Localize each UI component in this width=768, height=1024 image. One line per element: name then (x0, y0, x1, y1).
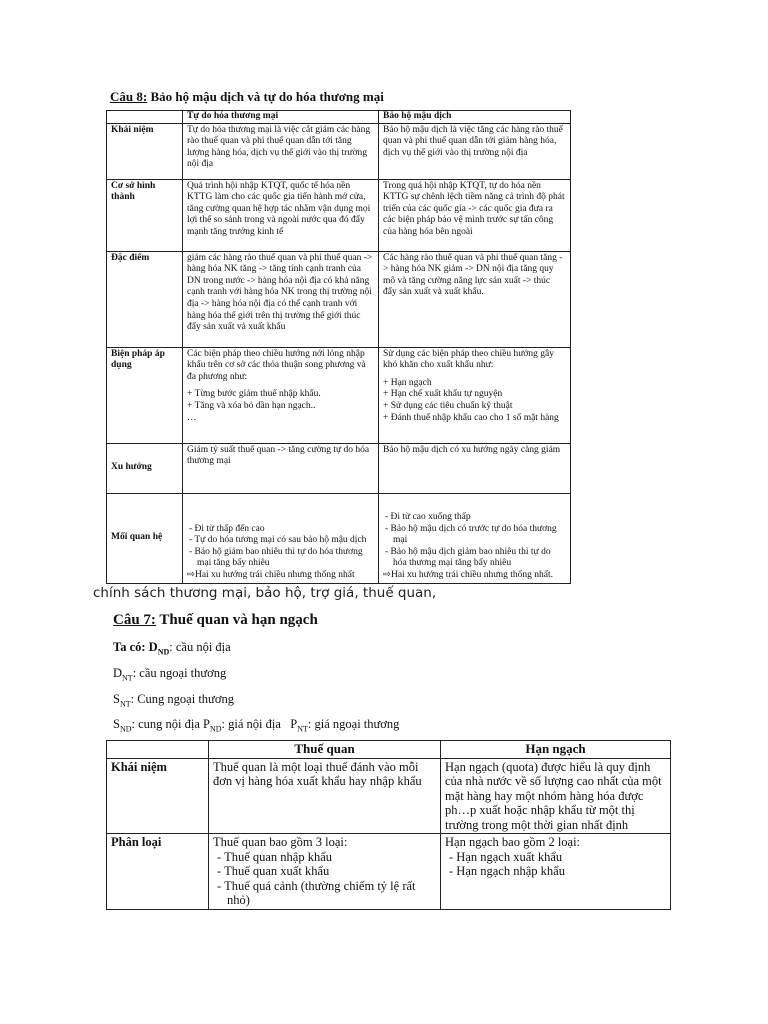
list-item: + Hạn chế xuất khẩu tự nguyện (383, 389, 503, 400)
comparison-table-q8 (106, 110, 571, 584)
measures-intro: Các biện pháp theo chiều hướng nới lỏng nhập khẩu trên cơ sở các thỏa thuận song phương và đa phương như: (187, 348, 366, 382)
list-item: - Thuế quan nhập khẩu (227, 850, 436, 865)
header-empty (107, 741, 209, 759)
table-row (107, 758, 671, 834)
table-header-row (107, 741, 671, 759)
definition-line: $S_{ND}$: cung nội địa $P_{ND}$: giá nội địa $P_{NT}$: giá ngoại thương (113, 717, 400, 734)
list-item: - Đi từ thấp đến cao (197, 524, 374, 536)
definition-line: $D_{NT}$: cầu ngoại thương (113, 666, 227, 683)
table-row (107, 123, 571, 179)
list-item: + Từng bước giảm thuế nhập khẩu. (187, 389, 321, 400)
list-item: - Tự do hóa tương mại có sau bảo hộ mậu dịch (197, 535, 374, 547)
cell-free-trade-features: giảm các hàng rào thuế quan và phi thuế quan -> hàng hóa NK tăng -> tăng tính cạnh tranh của DN trong nước -> hàng hóa nội địa có khả năng cạnh tranh với hàng hóa NK trong thị trường nội địa -> hàng hóa nội địa có thể cạnh tranh với hàng hóa thế giới trên thị trường thế giới thúc đẩy sản xuất và xuất khẩu (183, 251, 379, 347)
definition-line: Ta có: $D_{ND}$: cầu nội địa (113, 640, 231, 657)
list-item: - Đi từ cao xuống thấp (393, 512, 566, 524)
row-label-concept: Khái niệm (107, 758, 209, 834)
header-protectionism: Bảo hộ mậu dịch (379, 111, 571, 124)
list-item: + Hạn ngạch (383, 377, 432, 388)
cell-protection-trend: Bảo hộ mậu dịch có xu hướng ngày càng giảm (379, 443, 571, 493)
table-row (107, 834, 671, 910)
row-label-features: Đặc điểm (107, 251, 183, 347)
cell-quota-types (441, 834, 671, 910)
row-label-relation: Mối quan hệ (107, 493, 183, 583)
cell-protection-relation (379, 493, 571, 583)
cell-quota-concept: Hạn ngạch (quota) được hiểu là quy định của nhà nước về số lượng cao nhất của một mặt hàng hay một nhóm hàng hóa được ph…p xuất hoặc nhập khẩu từ một thị trường trong một thời gian nhất định (441, 758, 671, 834)
question-7-title: Thuế quan và hạn ngạch (159, 612, 318, 628)
table-row (107, 347, 571, 443)
header-empty (107, 111, 183, 124)
list-item: - Thuế quá cảnh (thường chiếm tỷ lệ rất nhỏ) (227, 879, 436, 908)
cell-free-trade-trend: Giảm tỷ suất thuế quan -> tăng cường tự do hóa thương mại (183, 443, 379, 493)
cell-free-trade-concept: Tự do hóa thương mại là việc cắt giảm các hàng rào thuế quan và phi thuế quan dẫn tới tăng lượng hàng hóa, dịch vụ thế giới vào thị trường nội địa (183, 123, 379, 179)
header-quota: Hạn ngạch (441, 741, 671, 759)
definition-line: $S_{NT}$: Cung ngoại thương (113, 692, 234, 709)
types-intro: Hạn ngạch bao gồm 2 loại: (445, 835, 581, 849)
table-row (107, 179, 571, 251)
table-header-row (107, 111, 571, 124)
comparison-table-q7 (106, 740, 671, 910)
list-item: + Đánh thuế nhập khẩu cao cho 1 số mặt hàng (383, 412, 559, 423)
measures-intro: Sử dụng các biện pháp theo chiều hướng gây khó khăn cho xuất khẩu như: (383, 348, 554, 371)
cell-protection-concept: Bảo hộ mậu dịch là việc tăng các hàng rào thuế quan và phi thuế quan dẫn tới giảm hàng hóa, dịch vụ thế giới vào thị trường nội địa (379, 123, 571, 179)
table-row (107, 443, 571, 493)
ellipsis: … (187, 412, 197, 423)
cell-free-trade-measures (183, 347, 379, 443)
question-8-heading (110, 89, 384, 105)
types-intro: Thuế quan bao gồm 3 loại: (213, 835, 348, 849)
question-8-title: Bảo hộ mậu dịch và tự do hóa thương mại (150, 89, 384, 104)
ta-co-label: Ta có: (113, 640, 146, 654)
list-item: ⇨ Hai xu hướng trái chiều nhưng thống nhất (197, 570, 374, 582)
question-7-heading (113, 612, 318, 629)
list-item: - Bảo hộ mậu dịch giảm bao nhiêu thì tự do hóa thương mại tăng bấy nhiêu (393, 547, 566, 570)
cell-protection-basis: Trong quá hội nhập KTQT, tự do hóa nền KTTG sự chênh lệch tiềm năng cả trình độ phát triển của các quốc gia -> các quốc gia đưa ra các biện pháp bảo vệ mình trước sự tấn công của hàng hóa bên ngoài (379, 179, 571, 251)
row-label-concept: Khái niệm (107, 123, 183, 179)
list-item: - Bảo hộ mậu dịch có trước tự do hóa thương mại (393, 524, 566, 547)
cell-free-trade-relation (183, 493, 379, 583)
list-item: - Thuế quan xuất khẩu (227, 864, 436, 879)
middle-text-line: chính sách thương mại, bảo hộ, trợ giá, thuế quan, (93, 585, 437, 601)
list-item: - Bảo hộ giảm bao nhiêu thì tự do hóa thương mại tăng bấy nhiêu (197, 547, 374, 570)
list-item: ⇨ Hai xu hướng trái chiều nhưng thống nhất. (393, 570, 566, 582)
header-free-trade: Tự do hóa thương mại (183, 111, 379, 124)
cell-tariff-concept: Thuế quan là một loại thuế đánh vào mỗi đơn vị hàng hóa xuất khẩu hay nhập khẩu (209, 758, 441, 834)
cell-protection-measures (379, 347, 571, 443)
row-label-basis: Cơ sở hình thành (107, 179, 183, 251)
cell-free-trade-basis: Quá trình hội nhập KTQT, quốc tế hóa nền KTTG làm cho các quốc gia tiến hành mở cửa, tăng cường quan hệ hợp tác nhằm vận dụng mọi lợi thế so sánh trong và ngoài nước qua đó đẩy mạnh tăng trưởng kinh tế (183, 179, 379, 251)
header-tariff: Thuế quan (209, 741, 441, 759)
cell-protection-features: Các hàng rào thuế quan và phi thuế quan tăng -> hàng hóa NK giảm -> DN nội địa tăng quy mô và tăng cường năng lực sản xuất -> thúc đẩy sản xuất và xuất khẩu. (379, 251, 571, 347)
table-row (107, 251, 571, 347)
list-item: - Hạn ngạch xuất khẩu (459, 850, 666, 865)
list-item: - Hạn ngạch nhập khẩu (459, 864, 666, 879)
list-item: + Sử dụng các tiêu chuẩn kỹ thuật (383, 400, 513, 411)
row-label-measures: Biện pháp áp dụng (107, 347, 183, 443)
list-item: + Tăng và xóa bỏ dần hạn ngạch.. (187, 400, 316, 411)
table-row (107, 493, 571, 583)
row-label-types: Phân loại (107, 834, 209, 910)
question-7-number: Câu 7: (113, 612, 156, 628)
question-8-number: Câu 8: (110, 89, 148, 104)
row-label-trend: Xu hướng (107, 443, 183, 493)
cell-tariff-types (209, 834, 441, 910)
